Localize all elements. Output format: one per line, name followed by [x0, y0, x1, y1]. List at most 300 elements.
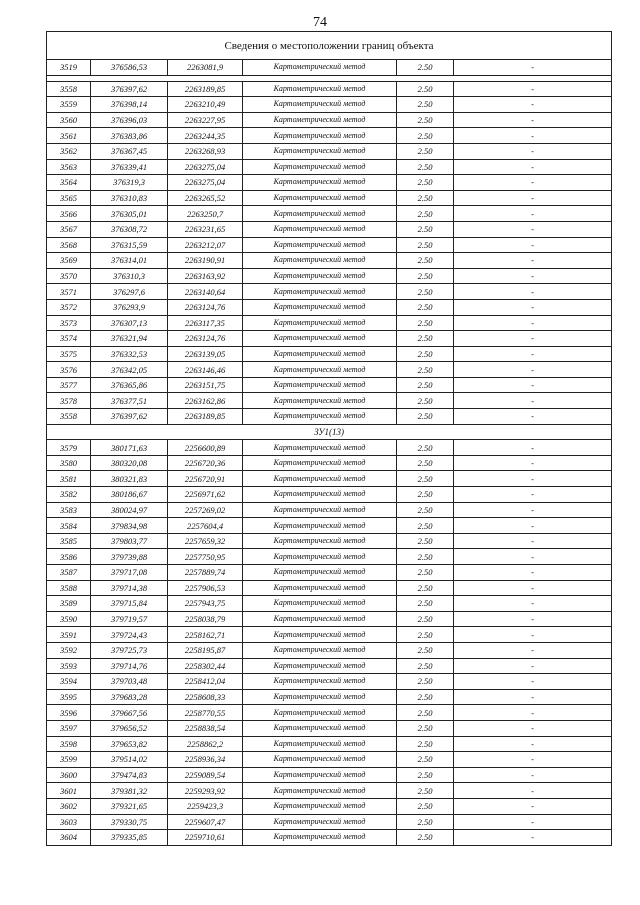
- table-row: [47, 81, 612, 97]
- description-cell: -: [454, 455, 612, 471]
- table-row: [47, 565, 612, 581]
- method-cell: Картометрический метод: [243, 331, 397, 347]
- x-coordinate-cell: 379714,38: [91, 580, 168, 596]
- method-cell: Картометрический метод: [243, 798, 397, 814]
- point-number-cell: 3577: [47, 377, 91, 393]
- method-cell: Картометрический метод: [243, 720, 397, 736]
- description-cell: -: [454, 502, 612, 518]
- point-number-cell: 3593: [47, 658, 91, 674]
- description-cell: -: [454, 689, 612, 705]
- accuracy-cell: 2.50: [397, 455, 454, 471]
- table-row: [47, 518, 612, 534]
- description-cell: -: [454, 830, 612, 846]
- point-number-cell: 3598: [47, 736, 91, 752]
- point-number-cell: 3600: [47, 767, 91, 783]
- point-number-cell: 3560: [47, 112, 91, 128]
- y-coordinate-cell: 2263244,35: [168, 128, 243, 144]
- accuracy-cell: 2.50: [397, 159, 454, 175]
- point-number-cell: 3588: [47, 580, 91, 596]
- description-cell: -: [454, 237, 612, 253]
- accuracy-cell: 2.50: [397, 440, 454, 456]
- point-number-cell: 3596: [47, 705, 91, 721]
- method-cell: Картометрический метод: [243, 315, 397, 331]
- y-coordinate-cell: 2258038,79: [168, 611, 243, 627]
- method-cell: Картометрический метод: [243, 81, 397, 97]
- accuracy-cell: 2.50: [397, 720, 454, 736]
- x-coordinate-cell: 379330,75: [91, 814, 168, 830]
- point-number-cell: 3578: [47, 393, 91, 409]
- description-cell: -: [454, 814, 612, 830]
- table-row: [47, 689, 612, 705]
- y-coordinate-cell: 2257269,02: [168, 502, 243, 518]
- table-row: [47, 190, 612, 206]
- accuracy-cell: 2.50: [397, 549, 454, 565]
- point-number-cell: 3597: [47, 720, 91, 736]
- table-title-row: [47, 32, 612, 60]
- point-number-cell: 3586: [47, 549, 91, 565]
- table-row: [47, 128, 612, 144]
- x-coordinate-cell: 379834,98: [91, 518, 168, 534]
- method-cell: Картометрический метод: [243, 299, 397, 315]
- point-number-cell: 3573: [47, 315, 91, 331]
- method-cell: Картометрический метод: [243, 502, 397, 518]
- y-coordinate-cell: 2263275,04: [168, 159, 243, 175]
- x-coordinate-cell: 379653,82: [91, 736, 168, 752]
- point-number-cell: 3583: [47, 502, 91, 518]
- point-number-cell: 3604: [47, 830, 91, 846]
- x-coordinate-cell: 376396,03: [91, 112, 168, 128]
- x-coordinate-cell: 376383,86: [91, 128, 168, 144]
- table-row: [47, 627, 612, 643]
- table-row: [47, 268, 612, 284]
- method-cell: Картометрический метод: [243, 487, 397, 503]
- x-coordinate-cell: 379703,48: [91, 674, 168, 690]
- accuracy-cell: 2.50: [397, 175, 454, 191]
- accuracy-cell: 2.50: [397, 674, 454, 690]
- accuracy-cell: 2.50: [397, 237, 454, 253]
- accuracy-cell: 2.50: [397, 128, 454, 144]
- y-coordinate-cell: 2263163,92: [168, 268, 243, 284]
- method-cell: Картометрический метод: [243, 409, 397, 425]
- accuracy-cell: 2.50: [397, 580, 454, 596]
- method-cell: Картометрический метод: [243, 752, 397, 768]
- method-cell: Картометрический метод: [243, 362, 397, 378]
- point-number-cell: 3579: [47, 440, 91, 456]
- method-cell: Картометрический метод: [243, 642, 397, 658]
- accuracy-cell: 2.50: [397, 611, 454, 627]
- y-coordinate-cell: 2263212,07: [168, 237, 243, 253]
- description-cell: -: [454, 642, 612, 658]
- description-cell: -: [454, 143, 612, 159]
- point-number-cell: 3570: [47, 268, 91, 284]
- description-cell: -: [454, 736, 612, 752]
- description-cell: -: [454, 175, 612, 191]
- description-cell: -: [454, 253, 612, 269]
- table-row: [47, 705, 612, 721]
- table-row: [47, 299, 612, 315]
- y-coordinate-cell: 2263146,46: [168, 362, 243, 378]
- x-coordinate-cell: 376342,05: [91, 362, 168, 378]
- x-coordinate-cell: 376397,62: [91, 81, 168, 97]
- y-coordinate-cell: 2263190,91: [168, 253, 243, 269]
- x-coordinate-cell: 376305,01: [91, 206, 168, 222]
- description-cell: -: [454, 783, 612, 799]
- y-coordinate-cell: 2263139,05: [168, 346, 243, 362]
- point-number-cell: 3569: [47, 253, 91, 269]
- x-coordinate-cell: 380186,67: [91, 487, 168, 503]
- point-number-cell: 3594: [47, 674, 91, 690]
- point-number-cell: 3585: [47, 533, 91, 549]
- point-number-cell: 3567: [47, 221, 91, 237]
- y-coordinate-cell: 2258412,04: [168, 674, 243, 690]
- accuracy-cell: 2.50: [397, 533, 454, 549]
- method-cell: Картометрический метод: [243, 253, 397, 269]
- accuracy-cell: 2.50: [397, 206, 454, 222]
- accuracy-cell: 2.50: [397, 60, 454, 76]
- x-coordinate-cell: 376367,45: [91, 143, 168, 159]
- x-coordinate-cell: 379739,88: [91, 549, 168, 565]
- x-coordinate-cell: 376321,94: [91, 331, 168, 347]
- table-row: [47, 596, 612, 612]
- method-cell: Картометрический метод: [243, 175, 397, 191]
- point-number-cell: 3563: [47, 159, 91, 175]
- description-cell: -: [454, 611, 612, 627]
- accuracy-cell: 2.50: [397, 830, 454, 846]
- method-cell: Картометрический метод: [243, 206, 397, 222]
- table-row: [47, 237, 612, 253]
- y-coordinate-cell: 2257943,75: [168, 596, 243, 612]
- method-cell: Картометрический метод: [243, 471, 397, 487]
- y-coordinate-cell: 2263124,76: [168, 331, 243, 347]
- table-row: [47, 221, 612, 237]
- table-row: [47, 642, 612, 658]
- table-row: [47, 440, 612, 456]
- x-coordinate-cell: 380171,63: [91, 440, 168, 456]
- table-row: [47, 674, 612, 690]
- point-number-cell: 3599: [47, 752, 91, 768]
- y-coordinate-cell: 2259607,47: [168, 814, 243, 830]
- y-coordinate-cell: 2259423,3: [168, 798, 243, 814]
- y-coordinate-cell: 2257659,32: [168, 533, 243, 549]
- table-row: [47, 487, 612, 503]
- table-row: [47, 346, 612, 362]
- method-cell: Картометрический метод: [243, 814, 397, 830]
- method-cell: Картометрический метод: [243, 221, 397, 237]
- y-coordinate-cell: 2258195,87: [168, 642, 243, 658]
- accuracy-cell: 2.50: [397, 299, 454, 315]
- method-cell: Картометрический метод: [243, 377, 397, 393]
- accuracy-cell: 2.50: [397, 315, 454, 331]
- point-number-cell: 3558: [47, 409, 91, 425]
- boundary-coordinates-table: [46, 31, 612, 846]
- point-number-cell: 3565: [47, 190, 91, 206]
- point-number-cell: 3561: [47, 128, 91, 144]
- x-coordinate-cell: 376398,14: [91, 97, 168, 113]
- accuracy-cell: 2.50: [397, 377, 454, 393]
- y-coordinate-cell: 2256720,91: [168, 471, 243, 487]
- description-cell: -: [454, 190, 612, 206]
- x-coordinate-cell: 376310,3: [91, 268, 168, 284]
- x-coordinate-cell: 379683,28: [91, 689, 168, 705]
- method-cell: Картометрический метод: [243, 627, 397, 643]
- description-cell: -: [454, 97, 612, 113]
- point-number-cell: 3589: [47, 596, 91, 612]
- table-row: [47, 752, 612, 768]
- y-coordinate-cell: 2263162,86: [168, 393, 243, 409]
- y-coordinate-cell: 2256720,36: [168, 455, 243, 471]
- method-cell: Картометрический метод: [243, 346, 397, 362]
- y-coordinate-cell: 2263117,35: [168, 315, 243, 331]
- accuracy-cell: 2.50: [397, 642, 454, 658]
- y-coordinate-cell: 2259710,61: [168, 830, 243, 846]
- description-cell: -: [454, 440, 612, 456]
- description-cell: -: [454, 487, 612, 503]
- table-row: [47, 60, 612, 76]
- point-number-cell: 3584: [47, 518, 91, 534]
- y-coordinate-cell: 2263227,95: [168, 112, 243, 128]
- accuracy-cell: 2.50: [397, 284, 454, 300]
- accuracy-cell: 2.50: [397, 409, 454, 425]
- y-coordinate-cell: 2263081,9: [168, 60, 243, 76]
- y-coordinate-cell: 2263275,04: [168, 175, 243, 191]
- y-coordinate-cell: 2258162,71: [168, 627, 243, 643]
- description-cell: -: [454, 393, 612, 409]
- table-row: [47, 97, 612, 113]
- point-number-cell: 3580: [47, 455, 91, 471]
- y-coordinate-cell: 2256600,89: [168, 440, 243, 456]
- section-row: [47, 424, 612, 440]
- x-coordinate-cell: 376339,41: [91, 159, 168, 175]
- x-coordinate-cell: 380321,83: [91, 471, 168, 487]
- table-row: [47, 206, 612, 222]
- description-cell: -: [454, 533, 612, 549]
- table-row: [47, 611, 612, 627]
- description-cell: -: [454, 580, 612, 596]
- y-coordinate-cell: 2263140,64: [168, 284, 243, 300]
- accuracy-cell: 2.50: [397, 627, 454, 643]
- method-cell: Картометрический метод: [243, 580, 397, 596]
- table-row: [47, 159, 612, 175]
- x-coordinate-cell: 379715,84: [91, 596, 168, 612]
- accuracy-cell: 2.50: [397, 487, 454, 503]
- point-number-cell: 3591: [47, 627, 91, 643]
- method-cell: Картометрический метод: [243, 190, 397, 206]
- point-number-cell: 3562: [47, 143, 91, 159]
- x-coordinate-cell: 376397,62: [91, 409, 168, 425]
- accuracy-cell: 2.50: [397, 783, 454, 799]
- x-coordinate-cell: 376314,01: [91, 253, 168, 269]
- accuracy-cell: 2.50: [397, 331, 454, 347]
- method-cell: Картометрический метод: [243, 533, 397, 549]
- y-coordinate-cell: 2257889,74: [168, 565, 243, 581]
- point-number-cell: 3576: [47, 362, 91, 378]
- y-coordinate-cell: 2263151,75: [168, 377, 243, 393]
- table-row: [47, 143, 612, 159]
- x-coordinate-cell: 379656,52: [91, 720, 168, 736]
- description-cell: -: [454, 596, 612, 612]
- table-row: [47, 736, 612, 752]
- x-coordinate-cell: 376293,9: [91, 299, 168, 315]
- point-number-cell: 3568: [47, 237, 91, 253]
- y-coordinate-cell: 2258770,55: [168, 705, 243, 721]
- x-coordinate-cell: 379381,32: [91, 783, 168, 799]
- description-cell: -: [454, 565, 612, 581]
- description-cell: -: [454, 60, 612, 76]
- description-cell: -: [454, 752, 612, 768]
- y-coordinate-cell: 2263210,49: [168, 97, 243, 113]
- description-cell: -: [454, 221, 612, 237]
- y-coordinate-cell: 2263268,93: [168, 143, 243, 159]
- table-row: [47, 658, 612, 674]
- x-coordinate-cell: 376377,51: [91, 393, 168, 409]
- y-coordinate-cell: 2257750,95: [168, 549, 243, 565]
- accuracy-cell: 2.50: [397, 752, 454, 768]
- x-coordinate-cell: 379514,02: [91, 752, 168, 768]
- y-coordinate-cell: 2263250,7: [168, 206, 243, 222]
- x-coordinate-cell: 379321,65: [91, 798, 168, 814]
- y-coordinate-cell: 2263189,85: [168, 81, 243, 97]
- accuracy-cell: 2.50: [397, 221, 454, 237]
- accuracy-cell: 2.50: [397, 798, 454, 814]
- method-cell: Картометрический метод: [243, 830, 397, 846]
- description-cell: -: [454, 315, 612, 331]
- point-number-cell: 3601: [47, 783, 91, 799]
- table-row: [47, 393, 612, 409]
- table-body: [47, 32, 612, 846]
- table-row: [47, 377, 612, 393]
- y-coordinate-cell: 2263231,65: [168, 221, 243, 237]
- accuracy-cell: 2.50: [397, 143, 454, 159]
- point-number-cell: 3595: [47, 689, 91, 705]
- point-number-cell: 3587: [47, 565, 91, 581]
- x-coordinate-cell: 379474,83: [91, 767, 168, 783]
- table-row: [47, 767, 612, 783]
- point-number-cell: 3575: [47, 346, 91, 362]
- method-cell: Картометрический метод: [243, 596, 397, 612]
- y-coordinate-cell: 2258608,33: [168, 689, 243, 705]
- accuracy-cell: 2.50: [397, 81, 454, 97]
- method-cell: Картометрический метод: [243, 128, 397, 144]
- page-number: 74: [313, 15, 327, 30]
- table-row: [47, 253, 612, 269]
- description-cell: -: [454, 81, 612, 97]
- method-cell: Картометрический метод: [243, 736, 397, 752]
- table-row: [47, 720, 612, 736]
- accuracy-cell: 2.50: [397, 689, 454, 705]
- accuracy-cell: 2.50: [397, 97, 454, 113]
- y-coordinate-cell: 2258838,54: [168, 720, 243, 736]
- description-cell: -: [454, 798, 612, 814]
- accuracy-cell: 2.50: [397, 393, 454, 409]
- y-coordinate-cell: 2257906,53: [168, 580, 243, 596]
- point-number-cell: 3566: [47, 206, 91, 222]
- accuracy-cell: 2.50: [397, 736, 454, 752]
- description-cell: -: [454, 128, 612, 144]
- description-cell: -: [454, 409, 612, 425]
- point-number-cell: 3564: [47, 175, 91, 191]
- x-coordinate-cell: 380320,08: [91, 455, 168, 471]
- x-coordinate-cell: 379335,85: [91, 830, 168, 846]
- y-coordinate-cell: 2258302,44: [168, 658, 243, 674]
- table-row: [47, 580, 612, 596]
- y-coordinate-cell: 2258936,34: [168, 752, 243, 768]
- table-row: [47, 175, 612, 191]
- table-row: [47, 814, 612, 830]
- method-cell: Картометрический метод: [243, 284, 397, 300]
- accuracy-cell: 2.50: [397, 565, 454, 581]
- method-cell: Картометрический метод: [243, 237, 397, 253]
- accuracy-cell: 2.50: [397, 658, 454, 674]
- accuracy-cell: 2.50: [397, 112, 454, 128]
- description-cell: -: [454, 720, 612, 736]
- x-coordinate-cell: 379725,73: [91, 642, 168, 658]
- description-cell: -: [454, 705, 612, 721]
- table-row: [47, 331, 612, 347]
- description-cell: -: [454, 268, 612, 284]
- description-cell: -: [454, 206, 612, 222]
- y-coordinate-cell: 2263189,85: [168, 409, 243, 425]
- accuracy-cell: 2.50: [397, 471, 454, 487]
- x-coordinate-cell: 380024,97: [91, 502, 168, 518]
- description-cell: -: [454, 549, 612, 565]
- table-row: [47, 549, 612, 565]
- table-row: [47, 455, 612, 471]
- method-cell: Картометрический метод: [243, 60, 397, 76]
- x-coordinate-cell: 379719,57: [91, 611, 168, 627]
- point-number-cell: 3558: [47, 81, 91, 97]
- accuracy-cell: 2.50: [397, 518, 454, 534]
- x-coordinate-cell: 379717,08: [91, 565, 168, 581]
- table-title: Сведения о местоположении границ объекта: [47, 32, 612, 60]
- method-cell: Картометрический метод: [243, 549, 397, 565]
- method-cell: Картометрический метод: [243, 674, 397, 690]
- y-coordinate-cell: 2263124,76: [168, 299, 243, 315]
- description-cell: -: [454, 112, 612, 128]
- method-cell: Картометрический метод: [243, 658, 397, 674]
- method-cell: Картометрический метод: [243, 112, 397, 128]
- description-cell: -: [454, 627, 612, 643]
- accuracy-cell: 2.50: [397, 346, 454, 362]
- description-cell: -: [454, 362, 612, 378]
- description-cell: -: [454, 377, 612, 393]
- y-coordinate-cell: 2259293,92: [168, 783, 243, 799]
- x-coordinate-cell: 379803,77: [91, 533, 168, 549]
- point-number-cell: 3519: [47, 60, 91, 76]
- table-row: [47, 798, 612, 814]
- x-coordinate-cell: 376308,72: [91, 221, 168, 237]
- method-cell: Картометрический метод: [243, 440, 397, 456]
- x-coordinate-cell: 376297,6: [91, 284, 168, 300]
- method-cell: Картометрический метод: [243, 143, 397, 159]
- method-cell: Картометрический метод: [243, 611, 397, 627]
- accuracy-cell: 2.50: [397, 767, 454, 783]
- point-number-cell: 3582: [47, 487, 91, 503]
- description-cell: -: [454, 284, 612, 300]
- x-coordinate-cell: 376319,3: [91, 175, 168, 191]
- method-cell: Картометрический метод: [243, 455, 397, 471]
- table-row: [47, 362, 612, 378]
- accuracy-cell: 2.50: [397, 814, 454, 830]
- accuracy-cell: 2.50: [397, 253, 454, 269]
- y-coordinate-cell: 2259089,54: [168, 767, 243, 783]
- accuracy-cell: 2.50: [397, 362, 454, 378]
- table-row: [47, 830, 612, 846]
- method-cell: Картометрический метод: [243, 565, 397, 581]
- x-coordinate-cell: 376332,53: [91, 346, 168, 362]
- point-number-cell: 3603: [47, 814, 91, 830]
- description-cell: -: [454, 159, 612, 175]
- section-label: ЗУ1(13): [47, 424, 612, 440]
